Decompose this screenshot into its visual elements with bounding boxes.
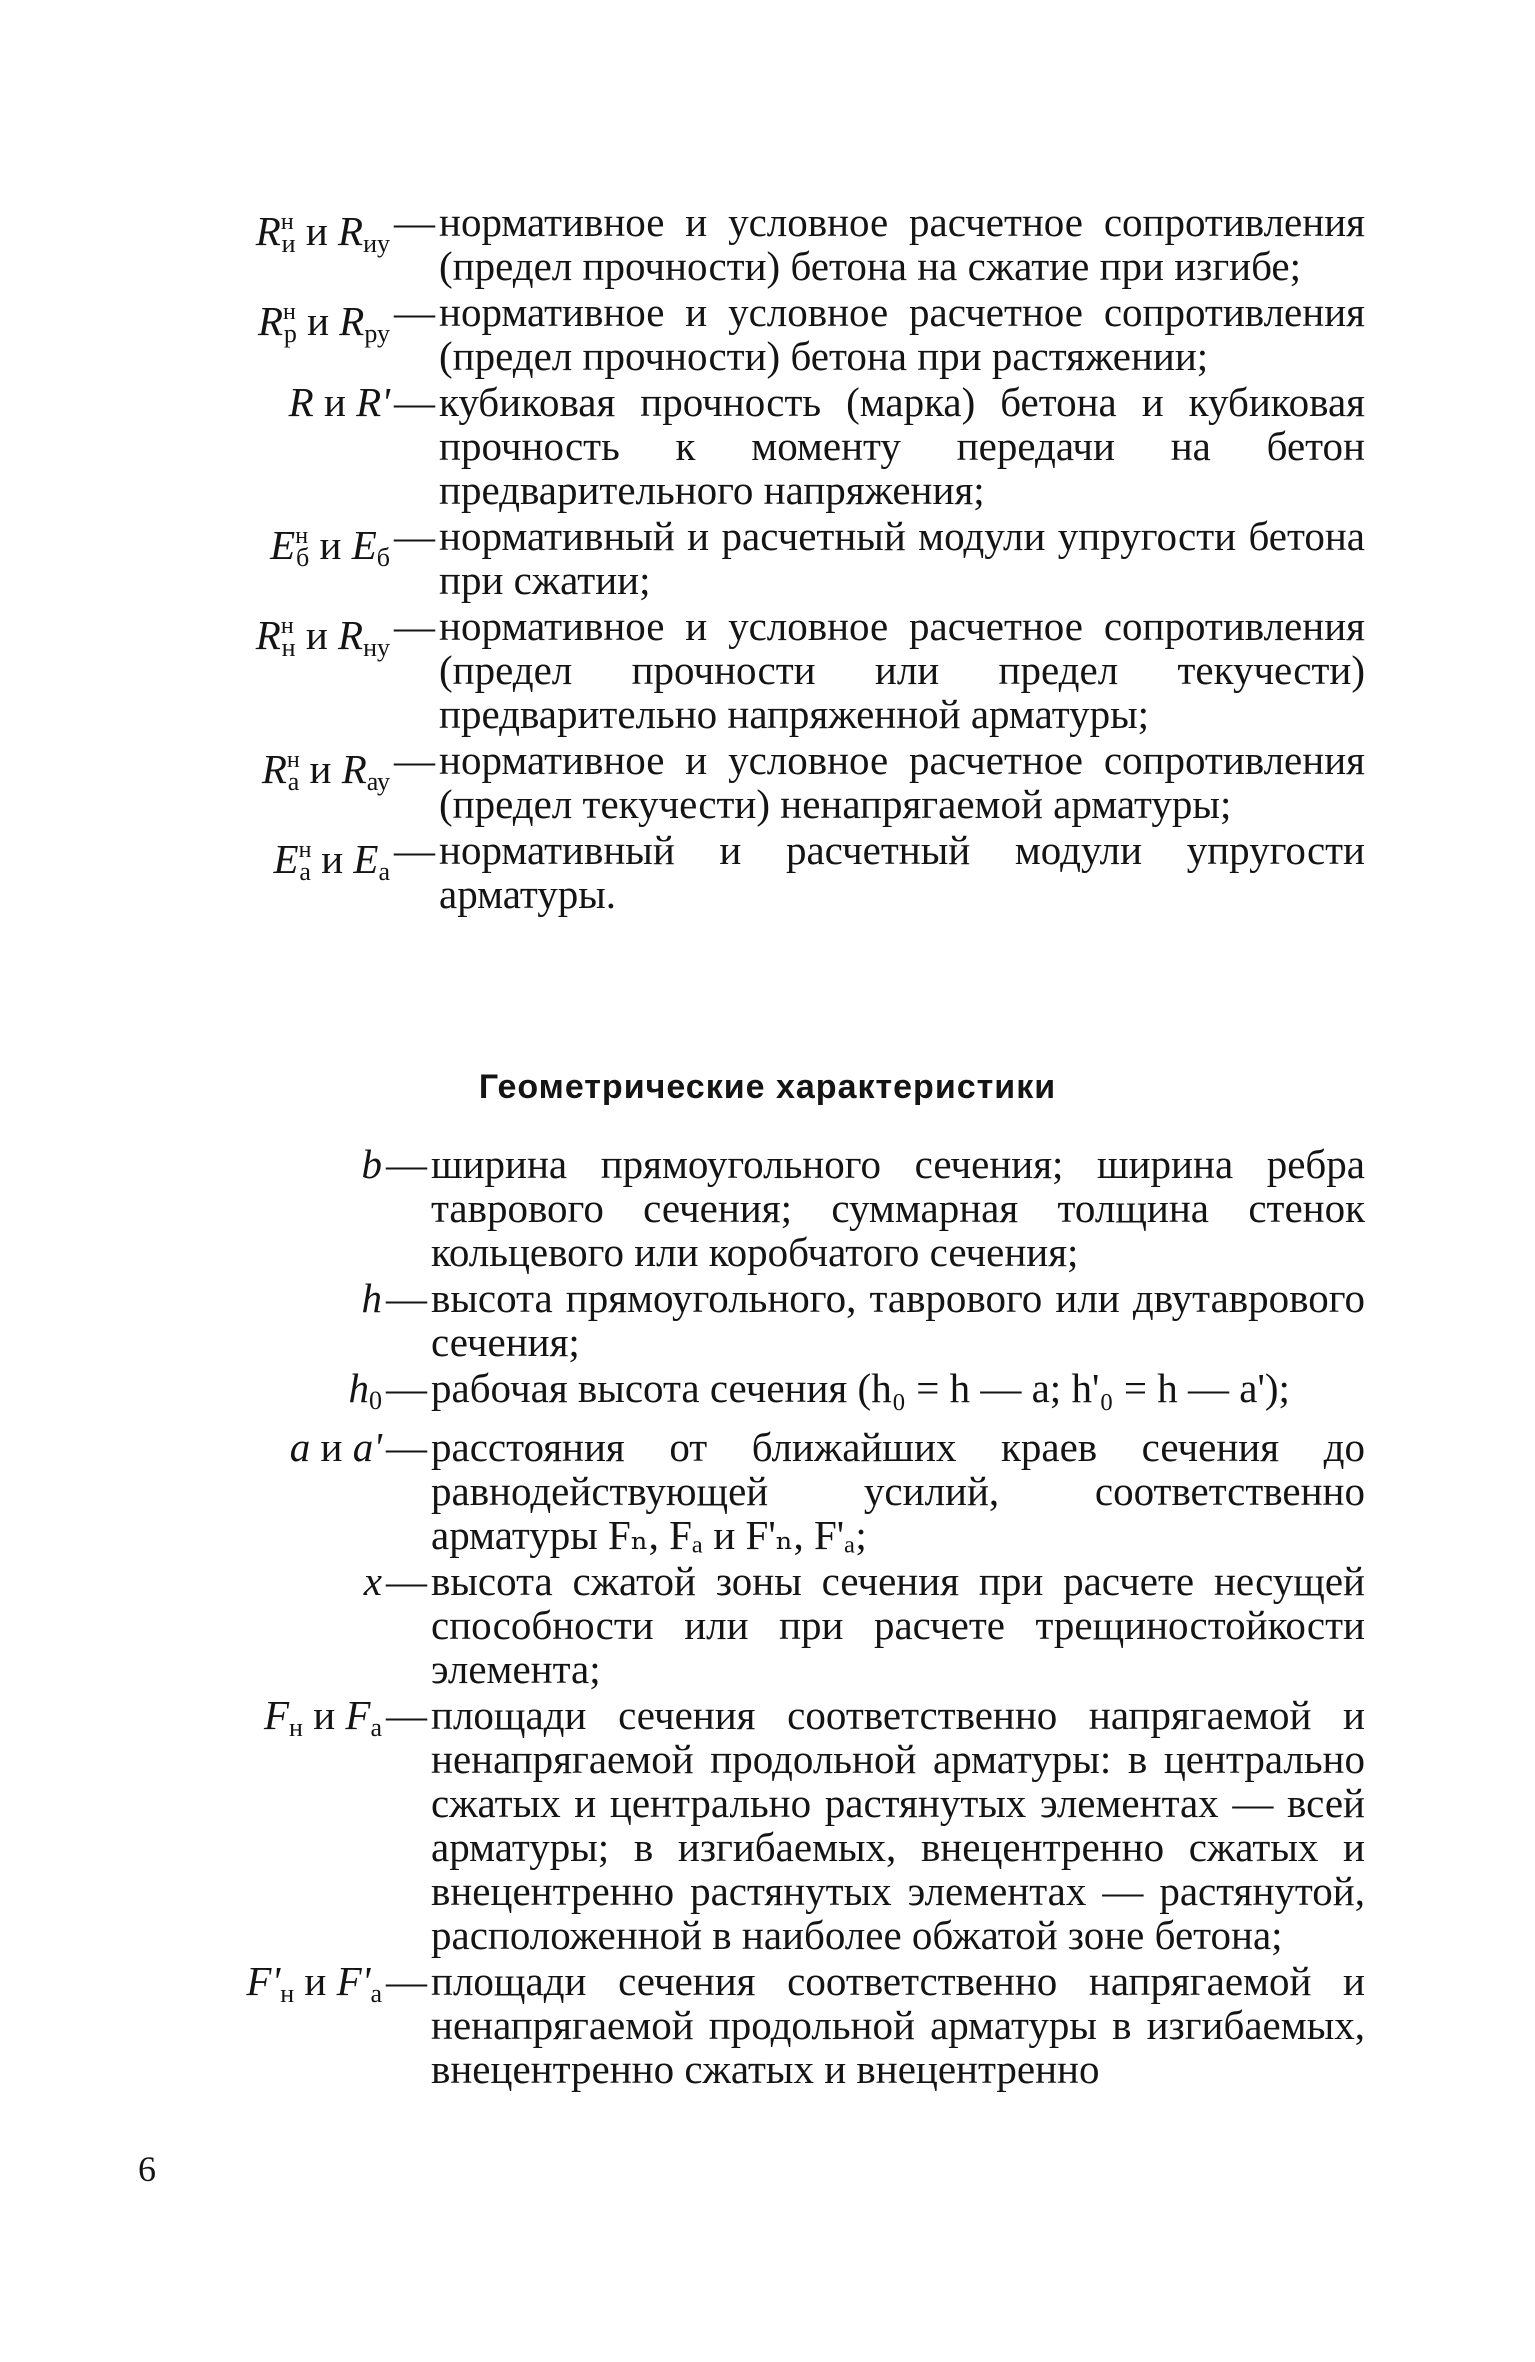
notation-entry [150, 1693, 1365, 1957]
notation-dash: — [394, 379, 435, 425]
notation-entry [150, 514, 1365, 602]
notation-entry [150, 1276, 1365, 1364]
notation-symbol: $R^н_а$ и $R_{ау}$ [261, 746, 390, 796]
notation-symbol: $F'_н$ и $F'_а$ [246, 1958, 382, 2008]
notation-definition: ширина прямоугольного сечения; ширина ребра таврового сечения; суммарная толщина стенок кольцевого или коробчатого сечения; [431, 1141, 1365, 1275]
notation-symbol: R и R' [288, 379, 390, 425]
notation-symbol: $E^н_а$ и $E_а$ [273, 836, 390, 886]
notation-dash: — [394, 199, 435, 245]
notation-definition: кубиковая прочность (марка) бетона и кубиковая прочность к моменту передачи на бетон предварительного напряжения; [439, 379, 1365, 513]
notation-entry [150, 604, 1365, 736]
notation-symbol: h [361, 1275, 382, 1321]
notation-symbol: $h_0$ [348, 1365, 382, 1415]
notation-definition: нормативное и условное расчетное сопротивления (предел прочности) бетона на сжатие при изгибе; [439, 199, 1365, 289]
notation-symbol: $R^н_н$ и $R_{ну}$ [255, 612, 390, 662]
notation-dash: — [394, 289, 435, 335]
notation-dash: — [394, 737, 435, 783]
notation-definition: площади сечения соответственно напрягаемой и ненапрягаемой продольной арматуры в изгибаемых, внецентренно сжатых и внецентренно [431, 1958, 1365, 2092]
notation-entry [150, 290, 1365, 378]
notation-dash: — [394, 513, 435, 559]
notation-definition: нормативное и условное расчетное сопротивления (предел текучести) ненапрягаемой арматуры; [439, 737, 1365, 827]
notation-symbol: x [363, 1558, 382, 1604]
notation-definition: высота сжатой зоны сечения при расчете несущей способности или при расчете трещиностойкости элемента; [431, 1558, 1365, 1692]
notation-definition: нормативный и расчетный модули упругости арматуры. [439, 827, 1365, 917]
notation-symbol: b [361, 1141, 382, 1187]
notation-dash: — [386, 1558, 427, 1604]
notation-dash: — [386, 1692, 427, 1738]
notation-symbol: $R^н_и$ и $R_{иу}$ [255, 208, 390, 258]
notation-definition: нормативный и расчетный модули упругости бетона при сжатии; [439, 513, 1365, 603]
notation-symbol: $F_н$ и $F_а$ [263, 1692, 382, 1742]
notation-entry [150, 828, 1365, 916]
notation-symbol: $R^н_р$ и $R_{ру}$ [257, 298, 390, 348]
notation-entry [150, 1366, 1365, 1423]
notation-entry [150, 738, 1365, 826]
notation-entry [150, 1425, 1365, 1557]
notation-entry [150, 380, 1365, 512]
geometry-notation-list [150, 1142, 1365, 2093]
page-number: 6 [138, 2149, 156, 2189]
notation-definition: высота прямоугольного, таврового или двутаврового сечения; [431, 1275, 1365, 1365]
notation-symbol: a и a' [289, 1424, 382, 1470]
notation-dash: — [386, 1141, 427, 1187]
notation-dash: — [394, 827, 435, 873]
notation-entry [150, 200, 1365, 288]
notation-dash: — [386, 1275, 427, 1321]
notation-dash: — [386, 1958, 427, 2004]
notation-entry [150, 1559, 1365, 1691]
notation-definition: площади сечения соответственно напрягаемой и ненапрягаемой продольной арматуры: в центрально сжатых и центрально растянутых элементах — всей арматуры; в изгибаемых, внецентренно сжатых и внецентренно растянутых элементах — растянутой, расположенной в наиболее обжатой зоне бетона; [431, 1692, 1365, 1958]
section-heading: Геометрические характеристики [478, 1068, 1057, 1106]
strength-notation-list [150, 200, 1365, 918]
notation-definition: нормативное и условное расчетное сопротивления (предел прочности) бетона при растяжении; [439, 289, 1365, 379]
notation-definition: нормативное и условное расчетное сопротивления (предел прочности или предел текучести) предварительно напряженной арматуры; [439, 603, 1365, 737]
notation-entry [150, 1142, 1365, 1274]
notation-dash: — [386, 1424, 427, 1470]
notation-dash: — [394, 603, 435, 649]
notation-definition: расстояния от ближайших краев сечения до равнодействующей усилий, соответственно арматуры Fₙ, Fₐ и F'ₙ, F'ₐ; [431, 1424, 1365, 1558]
notation-symbol: $E^н_б$ и $E_б$ [270, 522, 390, 572]
notation-definition: рабочая высота сечения (h₀ = h — a; h'₀ = h — a'); [431, 1365, 1290, 1411]
notation-dash: — [386, 1365, 427, 1411]
notation-entry [150, 1959, 1365, 2091]
